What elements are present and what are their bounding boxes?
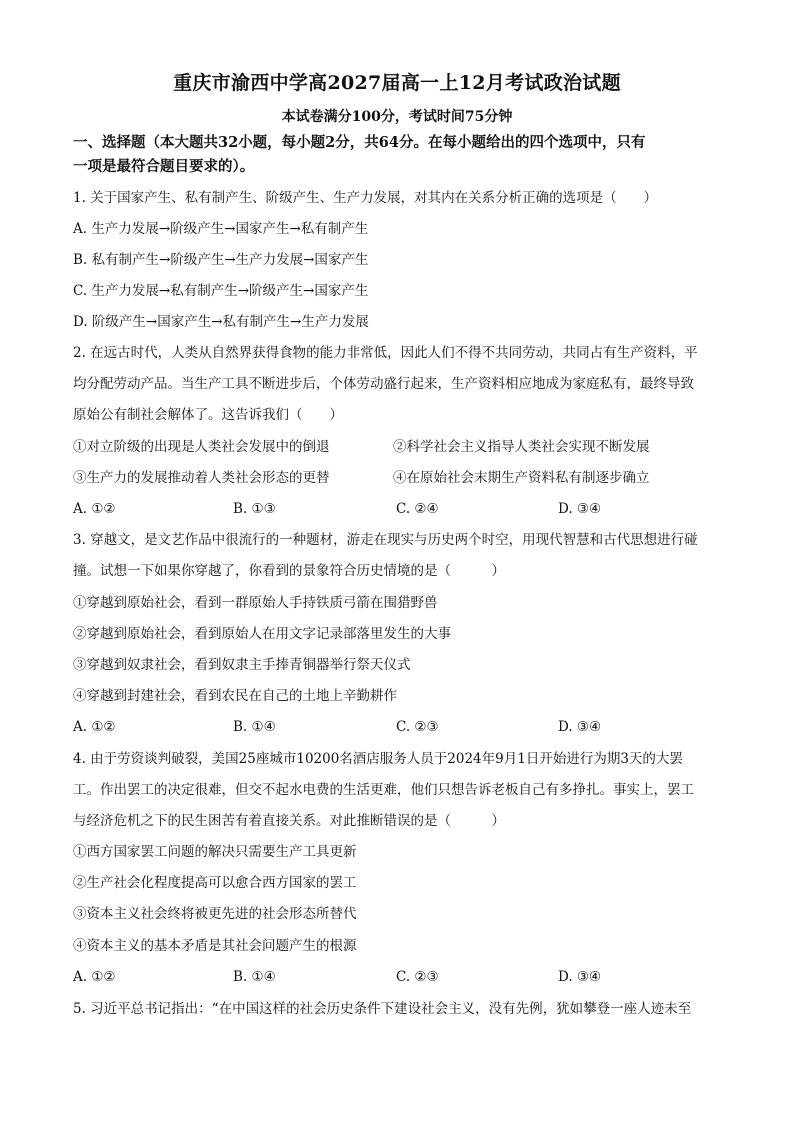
q4-stem-line2: 工。作出罢工的决定很难，但交不起水电费的生活更难，他们只想告诉老板自己有多挣扎。事实上，罢工 xyxy=(73,782,694,798)
q3-stem-line2: 撞。试想一下如果你穿越了，你看到的景象符合历史情境的是（ ） xyxy=(73,563,505,579)
section-heading-line1: 一、选择题（本大题共32小题，每小题2分，共64分。在每小题给出的四个选项中，只有 xyxy=(73,134,646,151)
q2-statement-2: ②科学社会主义指导人类社会实现不断发展 xyxy=(393,439,650,455)
q2-statement-3: ③生产力的发展推动着人类社会形态的更替 xyxy=(73,470,330,486)
q2-stem-line2: 均分配劳动产品。当生产工具不断进步后，个体劳动盛行起来，生产资料相应地成为家庭私有，最终导致 xyxy=(73,376,694,392)
q1-option-d: D. 阶级产生→国家产生→私有制产生→生产力发展 xyxy=(73,314,369,330)
q4-statement-1: ①西方国家罢工问题的解决只需要生产工具更新 xyxy=(73,844,357,860)
q1-option-c: C. 生产力发展→私有制产生→阶级产生→国家产生 xyxy=(73,283,369,299)
exam-title: 重庆市渝西中学高2027届高一上12月考试政治试题 xyxy=(173,72,621,94)
q2-statement-4: ④在原始社会末期生产资料私有制逐步确立 xyxy=(393,470,650,486)
q5-stem-line1: 5. 习近平总书记指出：“在中国这样的社会历史条件下建设社会主义，没有先例，犹如攀登一座人迹未至 xyxy=(73,1001,692,1017)
q4-statement-2: ②生产社会化程度提高可以愈合西方国家的罢工 xyxy=(73,875,357,891)
q3-stem-line1: 3. 穿越文，是文艺作品中很流行的一种题材，游走在现实与历史两个时空，用现代智慧和古代思想进行碰 xyxy=(73,532,698,548)
q1-stem: 1. 关于国家产生、私有制产生、阶级产生、生产力发展，对其内在关系分析正确的选项是（ ） xyxy=(73,190,658,206)
q4-stem-line1: 4. 由于劳资谈判破裂，美国25座城市10200名酒店服务人员于2024年9月1日开始进行为期3天的大罢 xyxy=(73,751,683,767)
q3-statement-4: ④穿越到封建社会，看到农民在自己的土地上辛勤耕作 xyxy=(73,688,397,704)
q2-statement-1: ①对立阶级的出现是人类社会发展中的倒退 xyxy=(73,439,330,455)
q4-statement-3: ③资本主义社会终将被更先进的社会形态所替代 xyxy=(73,906,357,922)
q3-choice-d: D. ③④ xyxy=(558,719,602,735)
q4-choice-a: A. ①② xyxy=(73,969,116,985)
q3-choice-c: C. ②③ xyxy=(396,719,439,735)
q4-stem-line3: 与经济危机之下的民生困苦有着直接关系。对此推断错误的是（ ） xyxy=(73,813,505,829)
section-heading-line2: 一项是最符合题目要求的）。 xyxy=(73,158,255,175)
q2-choice-d: D. ③④ xyxy=(558,501,602,517)
q3-statement-1: ①穿越到原始社会，看到一群原始人手持铁质弓箭在围猎野兽 xyxy=(73,595,438,611)
q2-stem-line1: 2. 在远古时代，人类从自然界获得食物的能力非常低，因此人们不得不共同劳动，共同占有生产资料，平 xyxy=(73,345,698,361)
q1-option-a: A. 生产力发展→阶级产生→国家产生→私有制产生 xyxy=(73,221,369,237)
q3-choice-a: A. ①② xyxy=(73,719,116,735)
q2-choice-a: A. ①② xyxy=(73,501,116,517)
q3-choice-b: B. ①④ xyxy=(233,719,276,735)
q4-statement-4: ④资本主义的基本矛盾是其社会问题产生的根源 xyxy=(73,938,357,954)
q4-choice-c: C. ②③ xyxy=(396,969,439,985)
q4-choice-b: B. ①④ xyxy=(233,969,276,985)
q4-choice-d: D. ③④ xyxy=(558,969,602,985)
q1-option-b: B. 私有制产生→阶级产生→生产力发展→国家产生 xyxy=(73,252,369,268)
q3-statement-3: ③穿越到奴隶社会，看到奴隶主手捧青铜器举行祭天仪式 xyxy=(73,657,411,673)
exam-subtitle: 本试卷满分100分，考试时间75分钟 xyxy=(281,109,513,125)
q2-choice-b: B. ①③ xyxy=(233,501,276,517)
q2-choice-c: C. ②④ xyxy=(396,501,439,517)
q2-stem-line3: 原始公有制社会解体了。这告诉我们（ ） xyxy=(73,407,343,423)
q3-statement-2: ②穿越到原始社会，看到原始人在用文字记录部落里发生的大事 xyxy=(73,626,451,642)
